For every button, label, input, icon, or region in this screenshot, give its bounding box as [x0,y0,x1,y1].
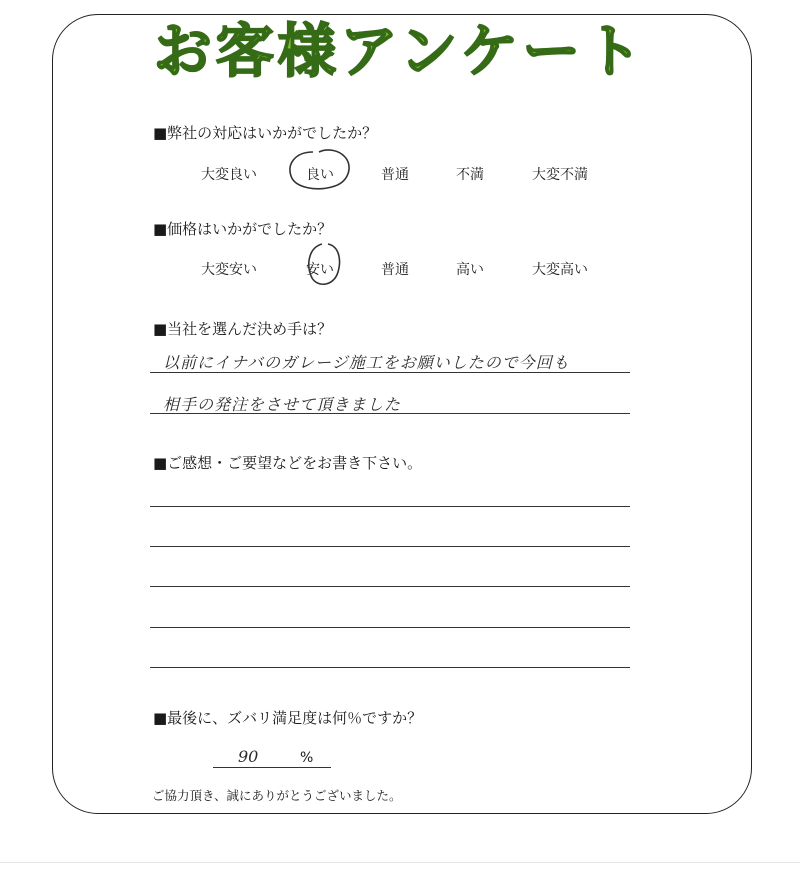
option-service-good[interactable]: 良い [306,167,334,183]
option-service-very-good[interactable]: 大変良い [201,167,257,183]
option-service-very-dissatisfied[interactable]: 大変不満 [532,167,588,183]
option-price-very-cheap[interactable]: 大変安い [201,262,257,278]
option-price-normal[interactable]: 普通 [381,262,409,278]
options-price [0,259,800,283]
option-price-very-expensive[interactable]: 大変高い [532,262,588,278]
option-service-normal[interactable]: 普通 [381,167,409,183]
question-service: ■弊社の対応はいかがでしたか？ [153,124,378,142]
survey-title: お客様アンケート [153,17,647,85]
question-reason: ■当社を選んだ決め手は？ [153,320,333,338]
option-service-dissatisfied[interactable]: 不満 [456,167,484,183]
option-price-cheap[interactable]: 安い [306,262,334,278]
satisfaction-value[interactable]: 90 [238,747,259,766]
feedback-rule[interactable] [150,627,630,628]
feedback-rule[interactable] [150,506,630,507]
thanks-message: ご協力頂き、誠にありがとうございました。 [152,788,402,803]
feedback-rule[interactable] [150,667,630,668]
question-feedback: ■ご感想・ご要望などをお書き下さい。 [153,454,423,472]
feedback-rule[interactable] [150,586,630,587]
percent-sign: % [300,750,314,766]
options-service [0,164,800,188]
reason-answer-line-2: 相手の発注をさせて頂きました [163,395,402,414]
scan-edge [0,862,800,863]
feedback-rule[interactable] [150,546,630,547]
answer-rule [150,372,630,373]
answer-rule [150,413,630,414]
option-price-expensive[interactable]: 高い [456,262,484,278]
satisfaction-rule [213,767,331,768]
reason-answer-line-1: 以前にイナバのガレージ施工をお願いしたので今回も [163,353,570,372]
question-satisfaction: ■最後に、ズバリ満足度は何％ですか？ [153,709,423,727]
question-price: ■価格はいかがでしたか？ [153,220,333,238]
